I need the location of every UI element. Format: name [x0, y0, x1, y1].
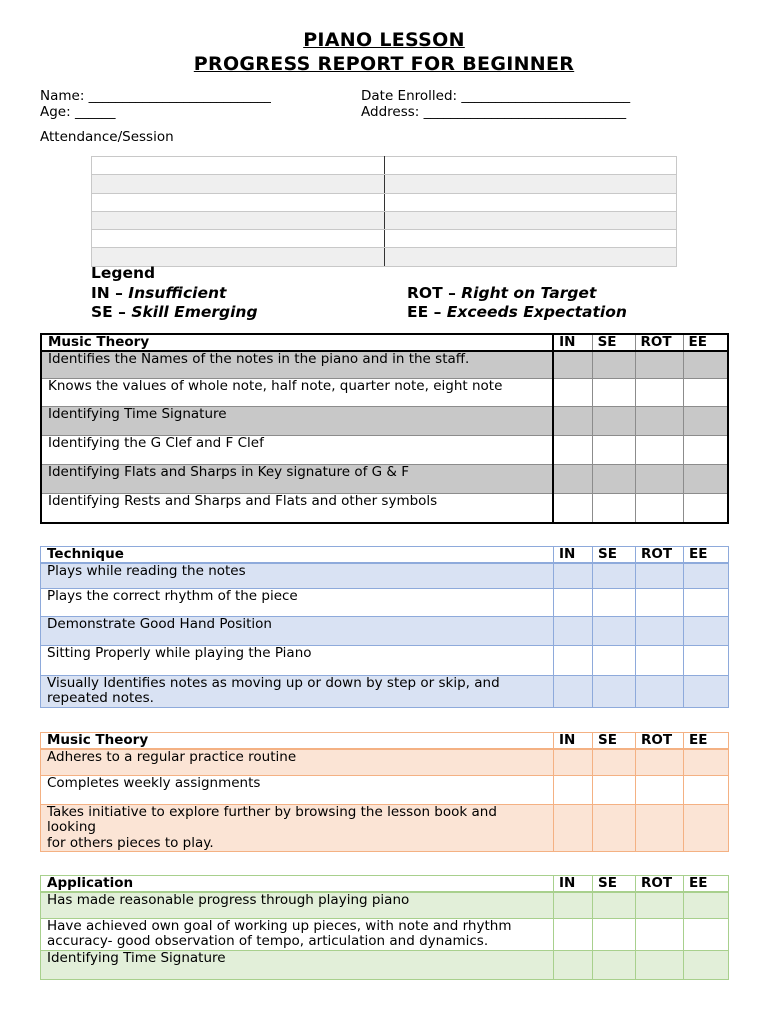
- criteria-row: [41, 406, 728, 435]
- rating-cell-ee[interactable]: [684, 563, 729, 588]
- attendance-cell[interactable]: [385, 230, 677, 248]
- legend-separator: –: [442, 284, 462, 302]
- rating-cell-se[interactable]: [593, 892, 636, 918]
- rating-column-rot: ROT: [636, 547, 684, 564]
- criteria-line: Visually Identifies notes as moving up or down by step or skip, and: [47, 674, 500, 691]
- rating-cell-ee[interactable]: [684, 804, 729, 852]
- criteria-line: Takes initiative to explore further by browsing the lesson book and: [47, 803, 497, 820]
- rating-cell-rot[interactable]: [636, 775, 684, 804]
- criteria-row: [41, 493, 728, 523]
- rating-cell-in[interactable]: [553, 464, 592, 493]
- criteria-line: Identifying Rests and Sharps and Flats and other symbols: [48, 492, 438, 509]
- rating-cell-ee[interactable]: [683, 464, 728, 493]
- legend-separator: –: [109, 284, 129, 302]
- criteria-text: [41, 950, 554, 979]
- criteria-row: [41, 804, 729, 852]
- criteria-text: [41, 892, 554, 918]
- rating-cell-in[interactable]: [554, 563, 593, 588]
- rating-cell-se[interactable]: [593, 749, 636, 775]
- attendance-cell[interactable]: [92, 157, 385, 175]
- rating-cell-in[interactable]: [554, 892, 593, 918]
- rating-cell-ee[interactable]: [683, 378, 728, 406]
- rating-column-ee: EE: [684, 547, 729, 564]
- attendance-row: [92, 175, 677, 193]
- rating-cell-in[interactable]: [554, 616, 593, 645]
- rating-cell-in[interactable]: [554, 588, 593, 616]
- attendance-cell[interactable]: [92, 211, 385, 229]
- rating-cell-rot[interactable]: [635, 378, 683, 406]
- technique-table: [40, 546, 729, 708]
- criteria-row: [41, 892, 729, 918]
- rating-cell-rot[interactable]: [636, 804, 684, 852]
- rating-cell-se[interactable]: [592, 464, 635, 493]
- age-field[interactable]: Age: ______: [40, 104, 116, 120]
- rating-cell-ee[interactable]: [684, 892, 729, 918]
- rating-cell-ee[interactable]: [684, 918, 729, 950]
- attendance-cell[interactable]: [92, 193, 385, 211]
- address-field[interactable]: Address: ______________________________: [361, 104, 627, 120]
- legend-item-in: [91, 284, 226, 302]
- rating-cell-in[interactable]: [554, 675, 593, 707]
- criteria-line: looking: [47, 819, 96, 835]
- rating-cell-rot[interactable]: [635, 351, 683, 378]
- rating-cell-rot[interactable]: [636, 918, 684, 950]
- criteria-text: [41, 918, 554, 950]
- legend-meaning: Skill Emerging: [131, 303, 258, 321]
- rating-cell-se[interactable]: [593, 563, 636, 588]
- rating-cell-ee[interactable]: [683, 351, 728, 378]
- rating-cell-ee[interactable]: [684, 749, 729, 775]
- legend-meaning: Right on Target: [461, 284, 597, 302]
- rating-cell-se[interactable]: [593, 675, 636, 707]
- legend-code: EE: [407, 303, 429, 321]
- rating-column-se: SE: [593, 547, 636, 564]
- legend-meaning: Insufficient: [128, 284, 227, 302]
- rating-cell-ee[interactable]: [684, 645, 729, 675]
- attendance-row: [92, 211, 677, 229]
- rating-cell-se[interactable]: [593, 616, 636, 645]
- rating-cell-se[interactable]: [592, 406, 635, 435]
- attendance-table: [91, 156, 677, 267]
- attendance-row: [92, 157, 677, 175]
- criteria-text: [41, 435, 553, 464]
- criteria-row: [41, 563, 729, 588]
- rating-cell-ee[interactable]: [683, 435, 728, 464]
- legend-separator: –: [428, 303, 447, 321]
- criteria-row: [41, 464, 728, 493]
- criteria-line: Demonstrate Good Hand Position: [47, 615, 272, 632]
- rating-cell-se[interactable]: [593, 804, 636, 852]
- rating-column-rot: ROT: [636, 876, 684, 893]
- rating-cell-in[interactable]: [554, 950, 593, 979]
- rating-cell-ee[interactable]: [684, 775, 729, 804]
- criteria-line: repeated notes.: [47, 690, 154, 706]
- rating-cell-rot[interactable]: [635, 406, 683, 435]
- rating-cell-se[interactable]: [593, 950, 636, 979]
- title-line-2: PROGRESS REPORT FOR BEGINNER: [193, 53, 575, 75]
- rating-cell-rot[interactable]: [635, 493, 683, 523]
- legend-code: SE: [91, 303, 113, 321]
- criteria-text: [41, 645, 554, 675]
- rating-cell-se[interactable]: [592, 435, 635, 464]
- attendance-row: [92, 230, 677, 248]
- rating-column-in: IN: [554, 876, 593, 893]
- section-header-row: [41, 876, 729, 893]
- title-line-1: PIANO LESSON: [303, 29, 465, 51]
- criteria-line: Sitting Properly while playing the Piano: [47, 644, 312, 661]
- rating-column-ee: EE: [684, 733, 729, 750]
- practice-habits-table: [40, 732, 729, 852]
- section-header-row: [41, 733, 729, 750]
- legend-item-rot: [407, 284, 596, 302]
- rating-cell-rot[interactable]: [636, 892, 684, 918]
- criteria-text: [41, 406, 553, 435]
- rating-cell-rot[interactable]: [636, 563, 684, 588]
- rating-cell-se[interactable]: [592, 378, 635, 406]
- criteria-line: accuracy- good observation of tempo, articulation and dynamics.: [47, 933, 489, 949]
- criteria-text: [41, 616, 554, 645]
- criteria-line: Plays while reading the notes: [47, 563, 246, 579]
- attendance-cell[interactable]: [385, 175, 677, 193]
- section-header-row: [41, 334, 728, 351]
- legend-item-se: [91, 303, 258, 321]
- rating-cell-ee[interactable]: [683, 406, 728, 435]
- rating-cell-se[interactable]: [593, 588, 636, 616]
- rating-cell-rot[interactable]: [635, 435, 683, 464]
- rating-column-in: IN: [554, 547, 593, 564]
- section-title: Music Theory: [41, 334, 553, 351]
- legend-heading: Legend: [91, 264, 156, 282]
- date-enrolled-field[interactable]: Date Enrolled: _________________________: [361, 88, 631, 104]
- attendance-cell[interactable]: [385, 157, 677, 175]
- rating-column-se: SE: [592, 334, 635, 351]
- criteria-line: Completes weekly assignments: [47, 774, 261, 791]
- criteria-row: [41, 351, 728, 378]
- attendance-label: Attendance/Session: [40, 129, 174, 145]
- attendance-cell[interactable]: [92, 230, 385, 248]
- criteria-row: [41, 950, 729, 979]
- criteria-row: [41, 378, 728, 406]
- rating-column-ee: EE: [683, 334, 728, 351]
- criteria-text: [41, 804, 554, 852]
- criteria-row: [41, 435, 728, 464]
- criteria-line: for others pieces to play.: [47, 834, 214, 851]
- rating-column-rot: ROT: [635, 334, 683, 351]
- application-table: [40, 875, 729, 980]
- attendance-cell[interactable]: [385, 211, 677, 229]
- rating-cell-ee[interactable]: [684, 950, 729, 979]
- rating-cell-in[interactable]: [554, 918, 593, 950]
- legend-item-ee: [407, 303, 627, 321]
- criteria-line: Adheres to a regular practice routine: [47, 749, 297, 765]
- criteria-row: [41, 749, 729, 775]
- rating-cell-ee[interactable]: [684, 588, 729, 616]
- criteria-line: Have achieved own goal of working up pieces, with note and rhythm: [47, 917, 512, 934]
- rating-cell-rot[interactable]: [636, 616, 684, 645]
- criteria-row: [41, 675, 729, 707]
- criteria-row: [41, 616, 729, 645]
- rating-cell-se[interactable]: [592, 351, 635, 378]
- section-header-row: [41, 547, 729, 564]
- section-title: Music Theory: [41, 733, 554, 750]
- criteria-text: [41, 588, 554, 616]
- criteria-line: Knows the values of whole note, half note, quarter note, eight note: [48, 377, 503, 394]
- section-title: Technique: [41, 547, 554, 564]
- legend-code: IN: [91, 284, 110, 302]
- rating-column-ee: EE: [684, 876, 729, 893]
- rating-column-in: IN: [554, 733, 593, 750]
- section-title: Application: [41, 876, 554, 893]
- rating-cell-rot[interactable]: [635, 464, 683, 493]
- rating-cell-ee[interactable]: [683, 493, 728, 523]
- criteria-row: [41, 775, 729, 804]
- rating-cell-se[interactable]: [592, 493, 635, 523]
- criteria-line: Plays the correct rhythm of the piece: [47, 587, 298, 604]
- rating-cell-rot[interactable]: [636, 950, 684, 979]
- criteria-line: Has made reasonable progress through playing piano: [47, 892, 410, 908]
- criteria-text: [41, 464, 553, 493]
- attendance-cell[interactable]: [385, 193, 677, 211]
- criteria-row: [41, 918, 729, 950]
- rating-cell-se[interactable]: [593, 775, 636, 804]
- criteria-line: Identifying Time Signature: [48, 405, 227, 422]
- criteria-text: [41, 378, 553, 406]
- rating-column-rot: ROT: [636, 733, 684, 750]
- criteria-text: [41, 775, 554, 804]
- criteria-line: Identifying the G Clef and F Clef: [48, 434, 264, 451]
- legend-code: ROT: [407, 284, 443, 302]
- rating-cell-ee[interactable]: [684, 616, 729, 645]
- rating-cell-in[interactable]: [554, 749, 593, 775]
- criteria-text: [41, 675, 554, 707]
- legend-separator: –: [112, 303, 132, 321]
- rating-cell-in[interactable]: [553, 351, 592, 378]
- rating-cell-ee[interactable]: [684, 675, 729, 707]
- criteria-line: Identifying Flats and Sharps in Key signature of G & F: [48, 463, 409, 480]
- criteria-line: Identifying Time Signature: [47, 949, 226, 966]
- rating-cell-in[interactable]: [553, 493, 592, 523]
- rating-cell-in[interactable]: [553, 435, 592, 464]
- rating-cell-se[interactable]: [593, 918, 636, 950]
- criteria-text: [41, 749, 554, 775]
- music-theory-table: [40, 333, 729, 524]
- name-field[interactable]: Name: ___________________________: [40, 88, 271, 104]
- attendance-cell[interactable]: [92, 175, 385, 193]
- rating-cell-in[interactable]: [554, 804, 593, 852]
- attendance-row: [92, 248, 677, 266]
- rating-cell-in[interactable]: [553, 378, 592, 406]
- criteria-line: Identifies the Names of the notes in the piano and in the staff.: [48, 351, 470, 367]
- criteria-row: [41, 588, 729, 616]
- rating-cell-rot[interactable]: [636, 588, 684, 616]
- rating-column-in: IN: [553, 334, 592, 351]
- criteria-text: [41, 493, 553, 523]
- rating-cell-rot[interactable]: [636, 749, 684, 775]
- criteria-text: [41, 351, 553, 378]
- rating-column-se: SE: [593, 876, 636, 893]
- attendance-row: [92, 193, 677, 211]
- rating-cell-rot[interactable]: [636, 675, 684, 707]
- rating-cell-in[interactable]: [554, 775, 593, 804]
- rating-cell-rot[interactable]: [636, 645, 684, 675]
- rating-column-se: SE: [593, 733, 636, 750]
- legend-meaning: Exceeds Expectation: [446, 303, 627, 321]
- criteria-row: [41, 645, 729, 675]
- attendance-cell[interactable]: [385, 248, 677, 266]
- criteria-text: [41, 563, 554, 588]
- rating-cell-se[interactable]: [593, 645, 636, 675]
- rating-cell-in[interactable]: [554, 645, 593, 675]
- rating-cell-in[interactable]: [553, 406, 592, 435]
